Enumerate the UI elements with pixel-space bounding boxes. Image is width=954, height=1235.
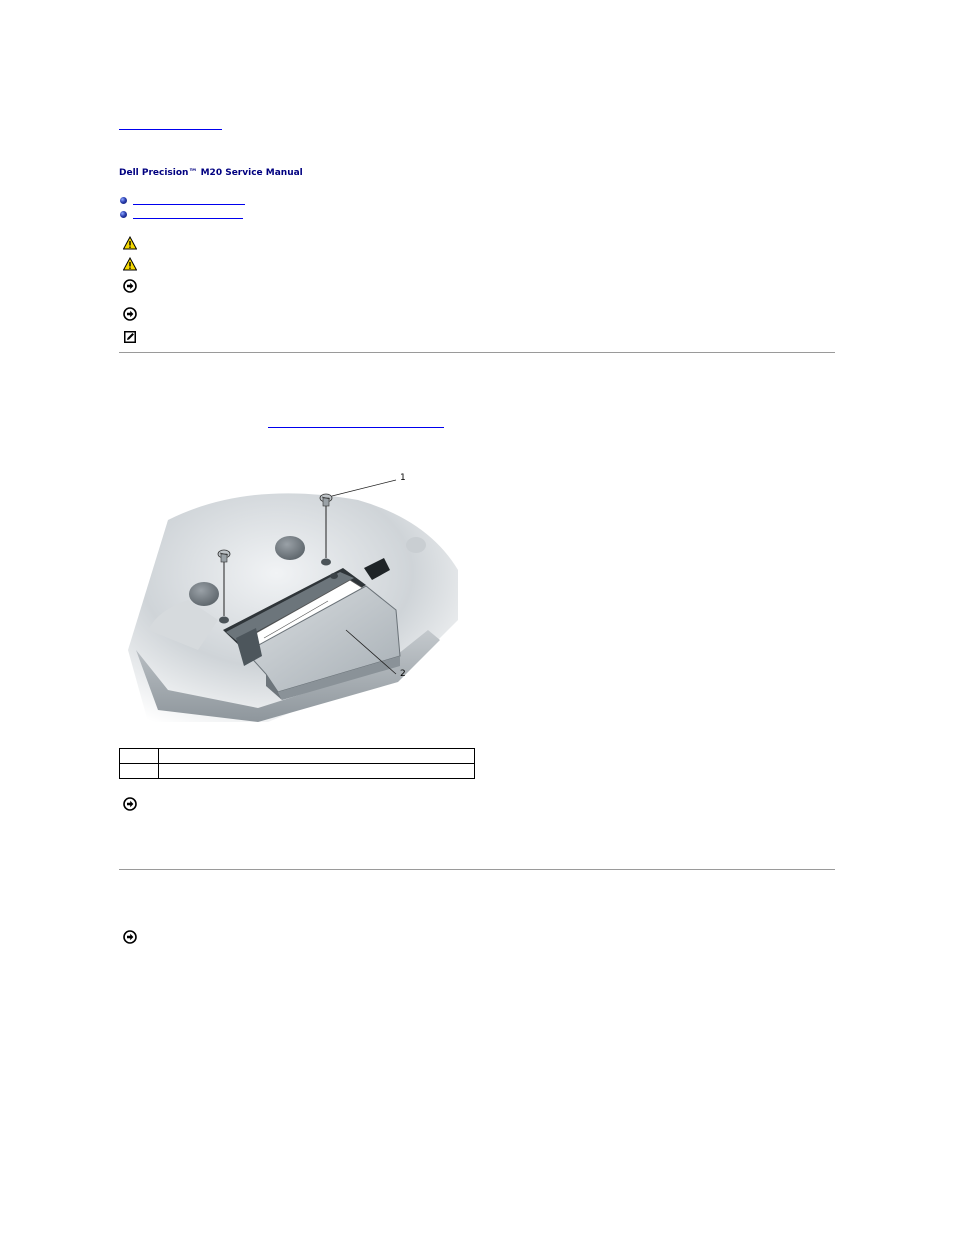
notice-icon bbox=[123, 797, 137, 811]
page-title: Dell Precision™ M20 Service Manual bbox=[119, 168, 303, 178]
section-divider bbox=[119, 869, 835, 870]
back-to-contents-link[interactable] bbox=[119, 129, 222, 130]
caution-icon bbox=[123, 257, 137, 271]
toc-link-replacing[interactable] bbox=[133, 218, 243, 219]
callout-table bbox=[119, 748, 475, 779]
notice-icon bbox=[123, 930, 137, 944]
notice-icon bbox=[123, 279, 137, 293]
table-cell bbox=[120, 764, 159, 779]
callout-number-1: 1 bbox=[400, 473, 406, 483]
bullet-icon bbox=[120, 197, 127, 204]
table-row bbox=[120, 764, 475, 779]
toc-link-removing[interactable] bbox=[133, 204, 245, 205]
before-you-begin-link[interactable] bbox=[268, 427, 444, 428]
note-icon bbox=[123, 330, 137, 344]
notice-icon bbox=[123, 307, 137, 321]
callout-number-2: 2 bbox=[400, 669, 406, 679]
hard-drive-illustration bbox=[128, 460, 458, 722]
table-row bbox=[120, 749, 475, 764]
table-cell bbox=[159, 749, 475, 764]
table-cell bbox=[120, 749, 159, 764]
table-cell bbox=[159, 764, 475, 779]
bullet-icon bbox=[120, 211, 127, 218]
caution-icon bbox=[123, 236, 137, 250]
section-divider bbox=[119, 352, 835, 353]
